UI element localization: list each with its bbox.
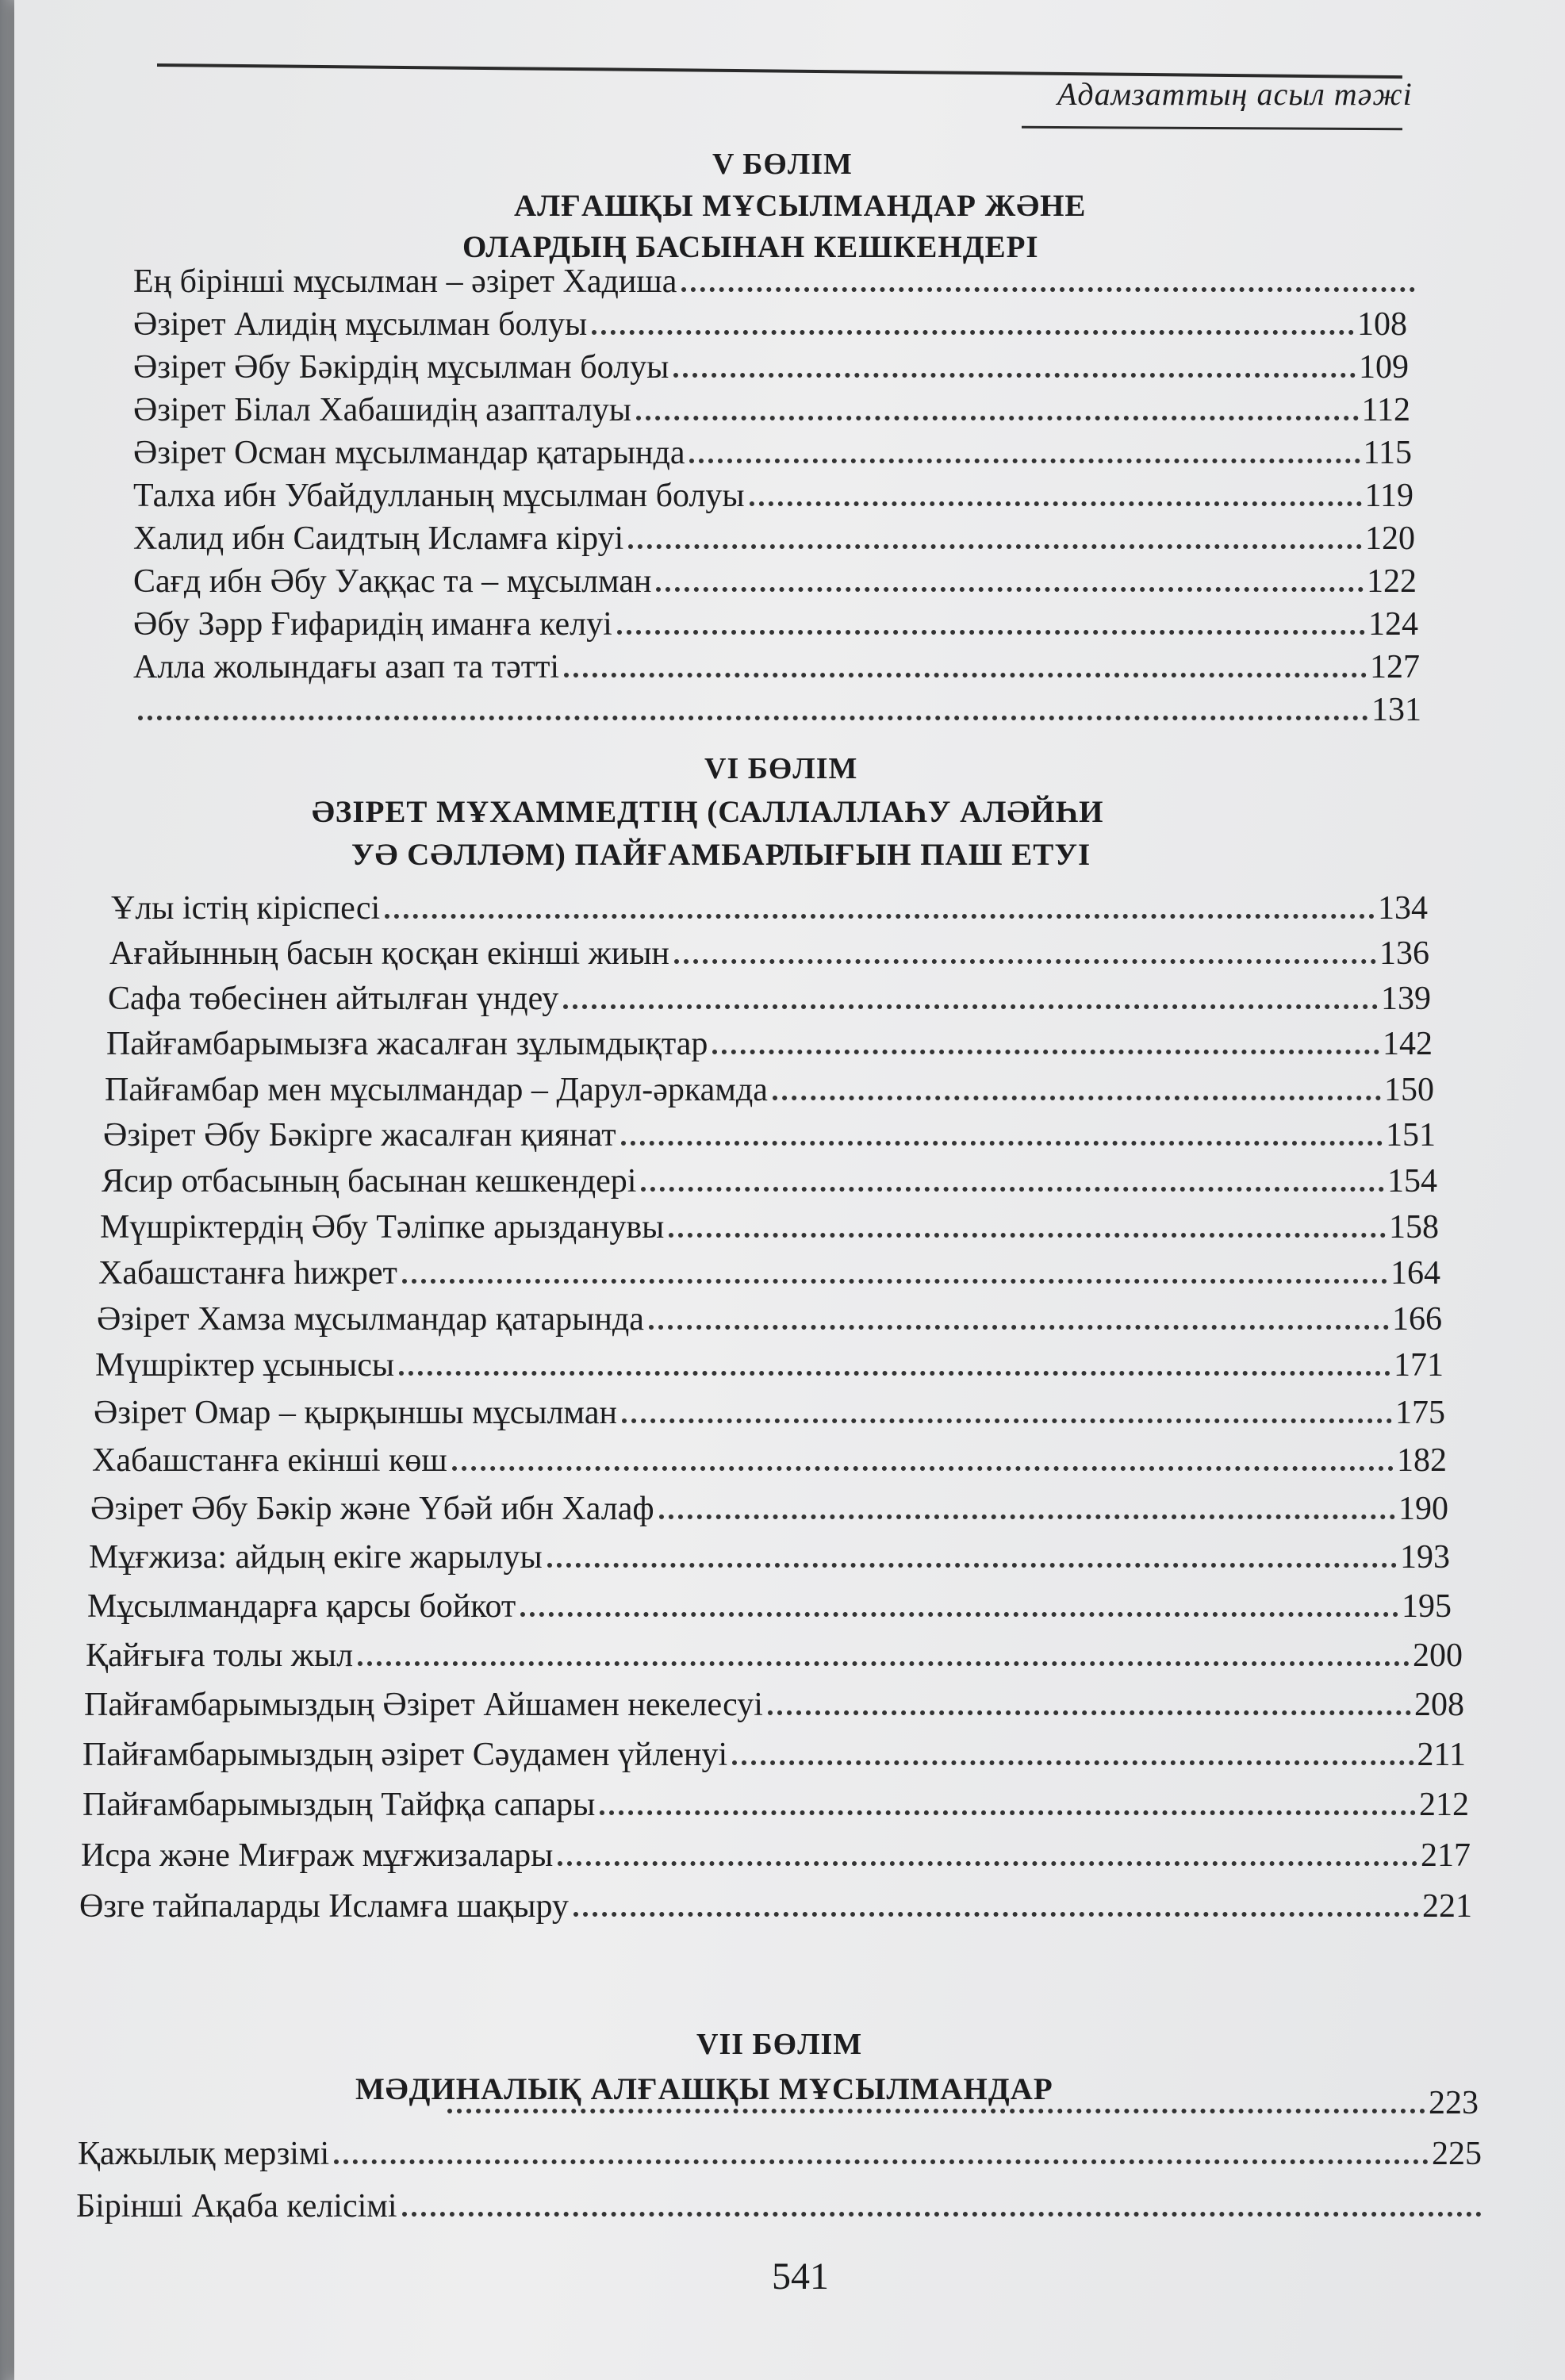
toc-entry-title: Мұғжиза: айдың екіге жарылуы bbox=[89, 1538, 543, 1576]
toc-entry-title: Исра және Миғраж мұғжизалары bbox=[81, 1837, 554, 1874]
toc-entry[interactable] bbox=[133, 516, 1415, 557]
dot-leader bbox=[669, 1233, 1386, 1238]
dot-leader bbox=[334, 2159, 1429, 2164]
dot-leader bbox=[681, 287, 1415, 292]
toc-entry-title: Мұсылмандарға қарсы бойкот bbox=[87, 1587, 516, 1625]
toc-entry-title: Талха ибн Убайдулланың мұсылман болуы bbox=[133, 477, 745, 514]
toc-entry[interactable] bbox=[133, 301, 1407, 343]
dot-leader bbox=[732, 1760, 1413, 1765]
toc-entry[interactable] bbox=[76, 2183, 1485, 2225]
toc-entry-page: 225 bbox=[1432, 2135, 1482, 2172]
toc-entry-page: 223 bbox=[1429, 2084, 1479, 2121]
toc-entry-page: 151 bbox=[1386, 1116, 1436, 1154]
dot-leader bbox=[573, 1912, 1419, 1917]
toc-entry-page: 154 bbox=[1387, 1162, 1437, 1200]
toc-entry[interactable] bbox=[133, 430, 1412, 471]
toc-entry-page: 139 bbox=[1381, 980, 1431, 1017]
toc-entry-title: Қажылық мерзімі bbox=[78, 2135, 330, 2172]
toc-entry[interactable] bbox=[84, 1682, 1464, 1723]
toc-entry[interactable] bbox=[108, 976, 1431, 1017]
dot-leader bbox=[622, 1418, 1392, 1423]
toc-entry[interactable] bbox=[109, 931, 1429, 972]
dot-leader bbox=[402, 2212, 1482, 2217]
dot-leader bbox=[592, 330, 1354, 335]
toc-entry-page: 200 bbox=[1413, 1637, 1463, 1674]
dot-leader bbox=[138, 716, 1368, 720]
toc-entry-page: 108 bbox=[1357, 305, 1407, 343]
toc-entry-page: 115 bbox=[1363, 434, 1412, 471]
toc-entry-page: 166 bbox=[1392, 1300, 1442, 1338]
dot-leader bbox=[558, 1861, 1417, 1866]
book-page bbox=[14, 0, 1565, 2380]
toc-entry-page: 193 bbox=[1400, 1538, 1450, 1576]
toc-entry[interactable] bbox=[92, 1438, 1447, 1479]
toc-entry[interactable] bbox=[105, 1067, 1434, 1108]
toc-entry-title: Ұлы істің кіріспесі bbox=[111, 889, 381, 927]
toc-entry[interactable] bbox=[133, 473, 1413, 514]
toc-entry-title: Ағайынның басын қосқан екінші жиын bbox=[109, 935, 669, 972]
toc-entry-title: Пайғамбар мен мұсылмандар – Дарул-әркамда bbox=[105, 1071, 768, 1108]
toc-entry[interactable] bbox=[133, 387, 1410, 428]
section-vi-title-line-2: УӘ СӘЛЛӘМ) ПАЙҒАМБАРЛЫҒЫН ПАШ ЕТУІ bbox=[351, 838, 1091, 872]
dot-leader bbox=[621, 1141, 1383, 1146]
dot-leader bbox=[563, 1004, 1378, 1009]
toc-entry[interactable] bbox=[89, 1534, 1450, 1576]
toc-entry-title: Әзірет Осман мұсылмандар қатарында bbox=[133, 434, 685, 471]
toc-entry-page: 208 bbox=[1414, 1686, 1464, 1723]
section-vii-title-line-1: МӘДИНАЛЫҚ АЛҒАШҚЫ МҰСЫЛМАНДАР bbox=[355, 2072, 1053, 2106]
toc-entry[interactable] bbox=[79, 1883, 1472, 1925]
dot-leader bbox=[399, 1371, 1390, 1376]
toc-entry[interactable] bbox=[81, 1833, 1471, 1874]
section-v-part: V БӨЛІМ bbox=[712, 148, 853, 181]
toc-entry-title: Әбу Зәрр Ғифаридің иманға келуі bbox=[133, 605, 612, 643]
dot-leader bbox=[600, 1810, 1416, 1815]
toc-entry-title: Әзірет Әбу Бәкірге жасалған қиянат bbox=[103, 1116, 616, 1154]
toc-entry[interactable] bbox=[82, 1782, 1469, 1823]
section-vi-title-line-1: ӘЗІРЕТ МҰХАММЕДТІҢ (САЛЛАЛЛАҺУ АЛӘЙҺИ bbox=[312, 795, 1104, 829]
toc-entry-title: Хабашстанға екінші көш bbox=[92, 1441, 447, 1479]
dot-leader bbox=[659, 1514, 1395, 1519]
toc-entry-title: Халид ибн Саидтың Исламға кіруі bbox=[133, 520, 624, 557]
toc-entry-page: 175 bbox=[1395, 1394, 1445, 1431]
page-number: 541 bbox=[772, 2255, 829, 2297]
toc-entry[interactable] bbox=[133, 559, 1417, 600]
dot-leader bbox=[673, 373, 1356, 378]
toc-entry[interactable] bbox=[133, 644, 1420, 685]
toc-entry-title: Ең бірінші мұсылман – әзірет Хадиша bbox=[133, 263, 677, 300]
toc-entry[interactable] bbox=[78, 2131, 1482, 2172]
section-v-title-line-1: АЛҒАШҚЫ МҰСЫЛМАНДАР ЖӘНЕ bbox=[514, 189, 1087, 223]
toc-entry-page: 142 bbox=[1383, 1025, 1433, 1062]
section-v-title-line-2: ОЛАРДЫҢ БАСЫНАН КЕШКЕНДЕРІ bbox=[462, 230, 1039, 264]
toc-entry[interactable] bbox=[82, 1732, 1466, 1773]
toc-entry-title: Мүшріктер ұсынысы bbox=[95, 1346, 395, 1384]
toc-entry-page: 134 bbox=[1378, 889, 1428, 927]
toc-entry[interactable] bbox=[94, 1390, 1445, 1431]
running-title: Адамзаттың асыл тәжі bbox=[1057, 76, 1413, 112]
toc-entry-page: 182 bbox=[1397, 1441, 1447, 1479]
dot-leader bbox=[674, 959, 1376, 964]
toc-entry[interactable] bbox=[87, 1583, 1452, 1625]
dot-leader bbox=[636, 416, 1359, 420]
toc-entry[interactable] bbox=[133, 601, 1418, 643]
toc-entry-page: 211 bbox=[1417, 1736, 1466, 1773]
toc-entry-page: 171 bbox=[1394, 1346, 1444, 1384]
toc-entry[interactable] bbox=[133, 259, 1418, 300]
toc-entry-page: 131 bbox=[1371, 691, 1421, 728]
toc-entry[interactable] bbox=[102, 1158, 1437, 1200]
toc-entry-title: Алла жолындағы азап та тәтті bbox=[133, 648, 560, 685]
toc-entry-title: Әзірет Хамза мұсылмандар қатарында bbox=[97, 1300, 644, 1338]
section-vii-part: VII БӨЛІМ bbox=[696, 2028, 863, 2061]
dot-leader bbox=[773, 1096, 1381, 1100]
toc-entry[interactable] bbox=[97, 1296, 1442, 1338]
toc-entry-title: Хабашстанға һижрет bbox=[98, 1254, 397, 1292]
toc-entry[interactable] bbox=[103, 1112, 1436, 1154]
toc-entry-page: 120 bbox=[1365, 520, 1415, 557]
toc-entry[interactable] bbox=[133, 687, 1421, 728]
toc-entry-page: 124 bbox=[1368, 605, 1418, 643]
toc-entry[interactable] bbox=[106, 1021, 1433, 1062]
toc-entry-page: 195 bbox=[1402, 1587, 1452, 1625]
toc-entry-page: 127 bbox=[1370, 648, 1420, 685]
dot-leader bbox=[564, 673, 1367, 678]
dot-leader bbox=[689, 459, 1360, 463]
toc-entry-title: Бірінші Ақаба келісімі bbox=[76, 2187, 397, 2225]
dot-leader bbox=[617, 630, 1365, 635]
toc-entry-page: 158 bbox=[1389, 1208, 1439, 1246]
toc-entry-page: 217 bbox=[1421, 1837, 1471, 1874]
toc-entry-title: Әзірет Алидің мұсылман болуы bbox=[133, 305, 588, 343]
toc-entry-title: Мүшріктердің Әбу Тәліпке арызданувы bbox=[100, 1208, 665, 1246]
dot-leader bbox=[452, 1466, 1394, 1471]
toc-entry-title: Әзірет Әбу Бәкірдің мұсылман болуы bbox=[133, 348, 669, 386]
toc-entry-page: 164 bbox=[1390, 1254, 1440, 1292]
toc-entry-page: 136 bbox=[1379, 935, 1429, 972]
toc-entry[interactable] bbox=[100, 1204, 1439, 1246]
toc-entry[interactable] bbox=[90, 1486, 1448, 1527]
toc-entry-title: Пайғамбарымызға жасалған зұлымдықтар bbox=[106, 1025, 708, 1062]
header-title-underline bbox=[1022, 126, 1402, 131]
dot-leader bbox=[768, 1710, 1411, 1715]
toc-entry-page: 112 bbox=[1361, 391, 1410, 428]
toc-entry-title: Әзірет Омар – қырқыншы мұсылман bbox=[94, 1394, 617, 1431]
toc-entry-page: 190 bbox=[1398, 1490, 1448, 1527]
dot-leader bbox=[628, 544, 1362, 549]
toc-entry-title: Сафа төбесінен айтылған үндеу bbox=[108, 980, 559, 1017]
toc-entry-title: Пайғамбарымыздың әзірет Сәудамен үйленуі bbox=[82, 1736, 728, 1773]
toc-entry-title: Әзірет Білал Хабашидің азапталуы bbox=[133, 391, 631, 428]
toc-entry-title: Ясир отбасының басынан кешкендері bbox=[102, 1162, 637, 1200]
toc-entry[interactable] bbox=[86, 1633, 1463, 1674]
toc-entry[interactable] bbox=[443, 2080, 1479, 2121]
book-gutter bbox=[0, 0, 14, 2380]
toc-entry-title: Сағд ибн Әбу Уаққас та – мұсылман bbox=[133, 562, 652, 600]
section-vi-part: VI БӨЛІМ bbox=[704, 752, 858, 785]
toc-entry[interactable] bbox=[111, 885, 1428, 927]
toc-entry[interactable] bbox=[133, 344, 1409, 386]
toc-entry-page: 212 bbox=[1419, 1786, 1469, 1823]
toc-entry-title: Қайғыға толы жыл bbox=[86, 1637, 354, 1674]
toc-entry-title: Өзге тайпаларды Исламға шақыру bbox=[79, 1887, 569, 1925]
dot-leader bbox=[358, 1661, 1410, 1666]
toc-entry-title: Пайғамбарымыздың Әзірет Айшамен некелесуі bbox=[84, 1686, 763, 1723]
dot-leader bbox=[402, 1279, 1387, 1284]
dot-leader bbox=[520, 1612, 1398, 1617]
toc-entry[interactable] bbox=[95, 1342, 1444, 1384]
dot-leader bbox=[712, 1050, 1379, 1054]
toc-entry-page: 221 bbox=[1422, 1887, 1472, 1925]
toc-entry-title: Әзірет Әбу Бәкір және Үбәй ибн Халаф bbox=[90, 1490, 654, 1527]
dot-leader bbox=[385, 914, 1375, 919]
toc-entry-page: 122 bbox=[1367, 562, 1417, 600]
toc-entry-title: Пайғамбарымыздың Тайфқа сапары bbox=[82, 1786, 596, 1823]
dot-leader bbox=[641, 1187, 1384, 1192]
toc-entry-page: 109 bbox=[1359, 348, 1409, 386]
toc-entry[interactable] bbox=[98, 1250, 1440, 1292]
dot-leader bbox=[447, 2109, 1425, 2113]
dot-leader bbox=[750, 501, 1362, 506]
toc-entry-page: 150 bbox=[1384, 1071, 1434, 1108]
toc-entry-page: 119 bbox=[1364, 477, 1413, 514]
dot-leader bbox=[649, 1325, 1389, 1330]
dot-leader bbox=[547, 1563, 1397, 1568]
dot-leader bbox=[656, 587, 1364, 592]
